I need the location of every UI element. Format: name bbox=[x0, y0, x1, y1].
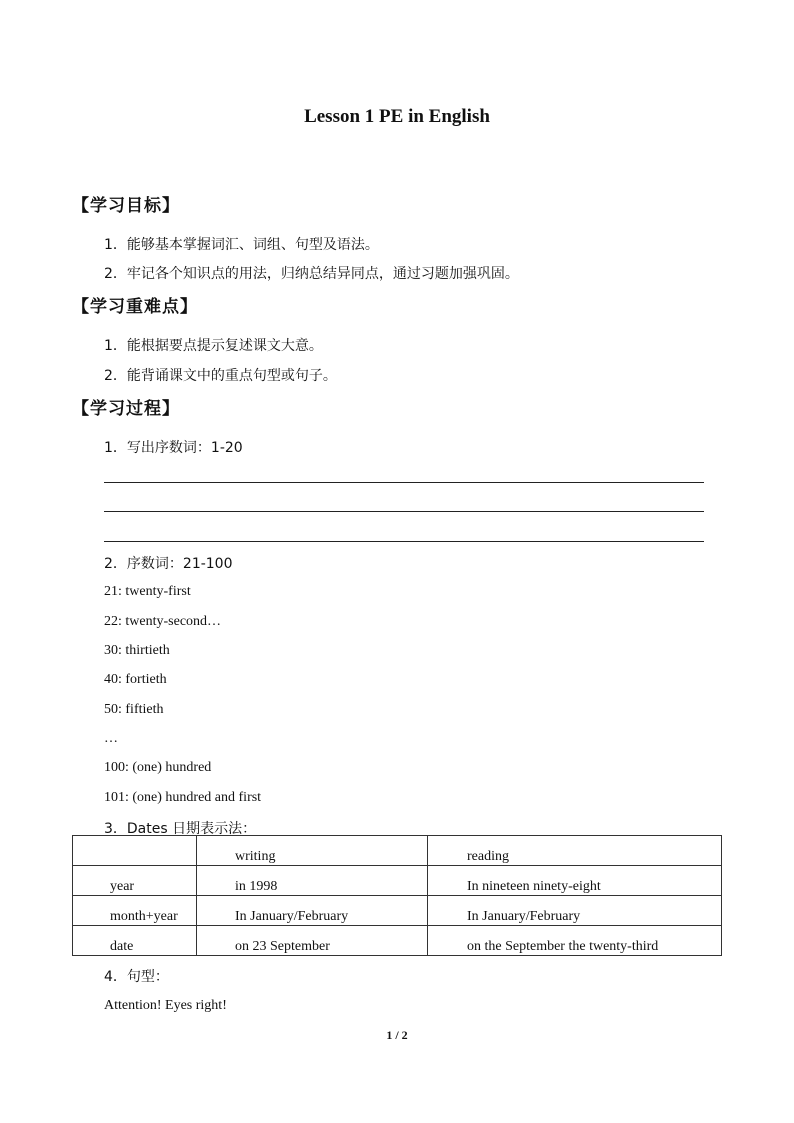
ordinal-line: 50: fiftieth bbox=[104, 702, 164, 717]
section-heading-key-points: 【学习重难点】 bbox=[72, 297, 198, 317]
table-cell: year bbox=[73, 866, 197, 896]
step-1-label: 1．写出序数词：1-20 bbox=[104, 440, 243, 456]
header-reading: reading bbox=[467, 849, 509, 864]
page-number: 1 / 2 bbox=[386, 1028, 408, 1042]
table-cell: on 23 September bbox=[197, 926, 428, 956]
table-cell: in 1998 bbox=[197, 866, 428, 896]
key-point-item-1: 1．能根据要点提示复述课文大意。 bbox=[104, 338, 323, 354]
section-heading-goals: 【学习目标】 bbox=[72, 196, 180, 216]
ordinal-line: … bbox=[104, 731, 118, 746]
ordinal-line: 100: (one) hundred bbox=[104, 760, 212, 775]
table-cell bbox=[428, 836, 722, 866]
dates-table bbox=[72, 835, 722, 956]
table-cell: In nineteen ninety-eight bbox=[428, 866, 722, 896]
table-cell: date bbox=[73, 926, 197, 956]
page-title: Lesson 1 PE in English bbox=[304, 106, 490, 127]
ordinal-line: 101: (one) hundred and first bbox=[104, 790, 262, 805]
ordinal-line: 22: twenty-second… bbox=[104, 614, 222, 629]
table-row bbox=[73, 896, 722, 926]
answer-line bbox=[104, 482, 704, 483]
header-writing: writing bbox=[235, 849, 276, 864]
table-cell: In January/February bbox=[197, 896, 428, 926]
goal-item-1: 1．能够基本掌握词汇、词组、句型及语法。 bbox=[104, 237, 379, 253]
answer-line bbox=[104, 511, 704, 512]
goal-item-2: 2．牢记各个知识点的用法，归纳总结异同点，通过习题加强巩固。 bbox=[104, 266, 519, 282]
table-cell bbox=[197, 836, 428, 866]
ordinal-line: 30: thirtieth bbox=[104, 643, 170, 658]
sentence-line: Attention! Eyes right! bbox=[104, 998, 227, 1013]
section-heading-process: 【学习过程】 bbox=[72, 399, 180, 419]
table-cell bbox=[73, 836, 197, 866]
step-3-label: 3．Dates 日期表示法： bbox=[104, 821, 257, 837]
table-cell: In January/February bbox=[428, 896, 722, 926]
table-row bbox=[73, 926, 722, 956]
step-4-label: 4．句型： bbox=[104, 969, 169, 985]
answer-line bbox=[104, 541, 704, 542]
table-cell: month+year bbox=[73, 896, 197, 926]
ordinal-line: 40: fortieth bbox=[104, 672, 167, 687]
ordinal-line: 21: twenty-first bbox=[104, 584, 191, 599]
key-point-item-2: 2．能背诵课文中的重点句型或句子。 bbox=[104, 368, 337, 384]
table-header-row bbox=[73, 836, 722, 866]
step-2-label: 2．序数词：21-100 bbox=[104, 556, 233, 572]
table-row bbox=[73, 866, 722, 896]
table-cell: on the September the twenty-third bbox=[428, 926, 722, 956]
